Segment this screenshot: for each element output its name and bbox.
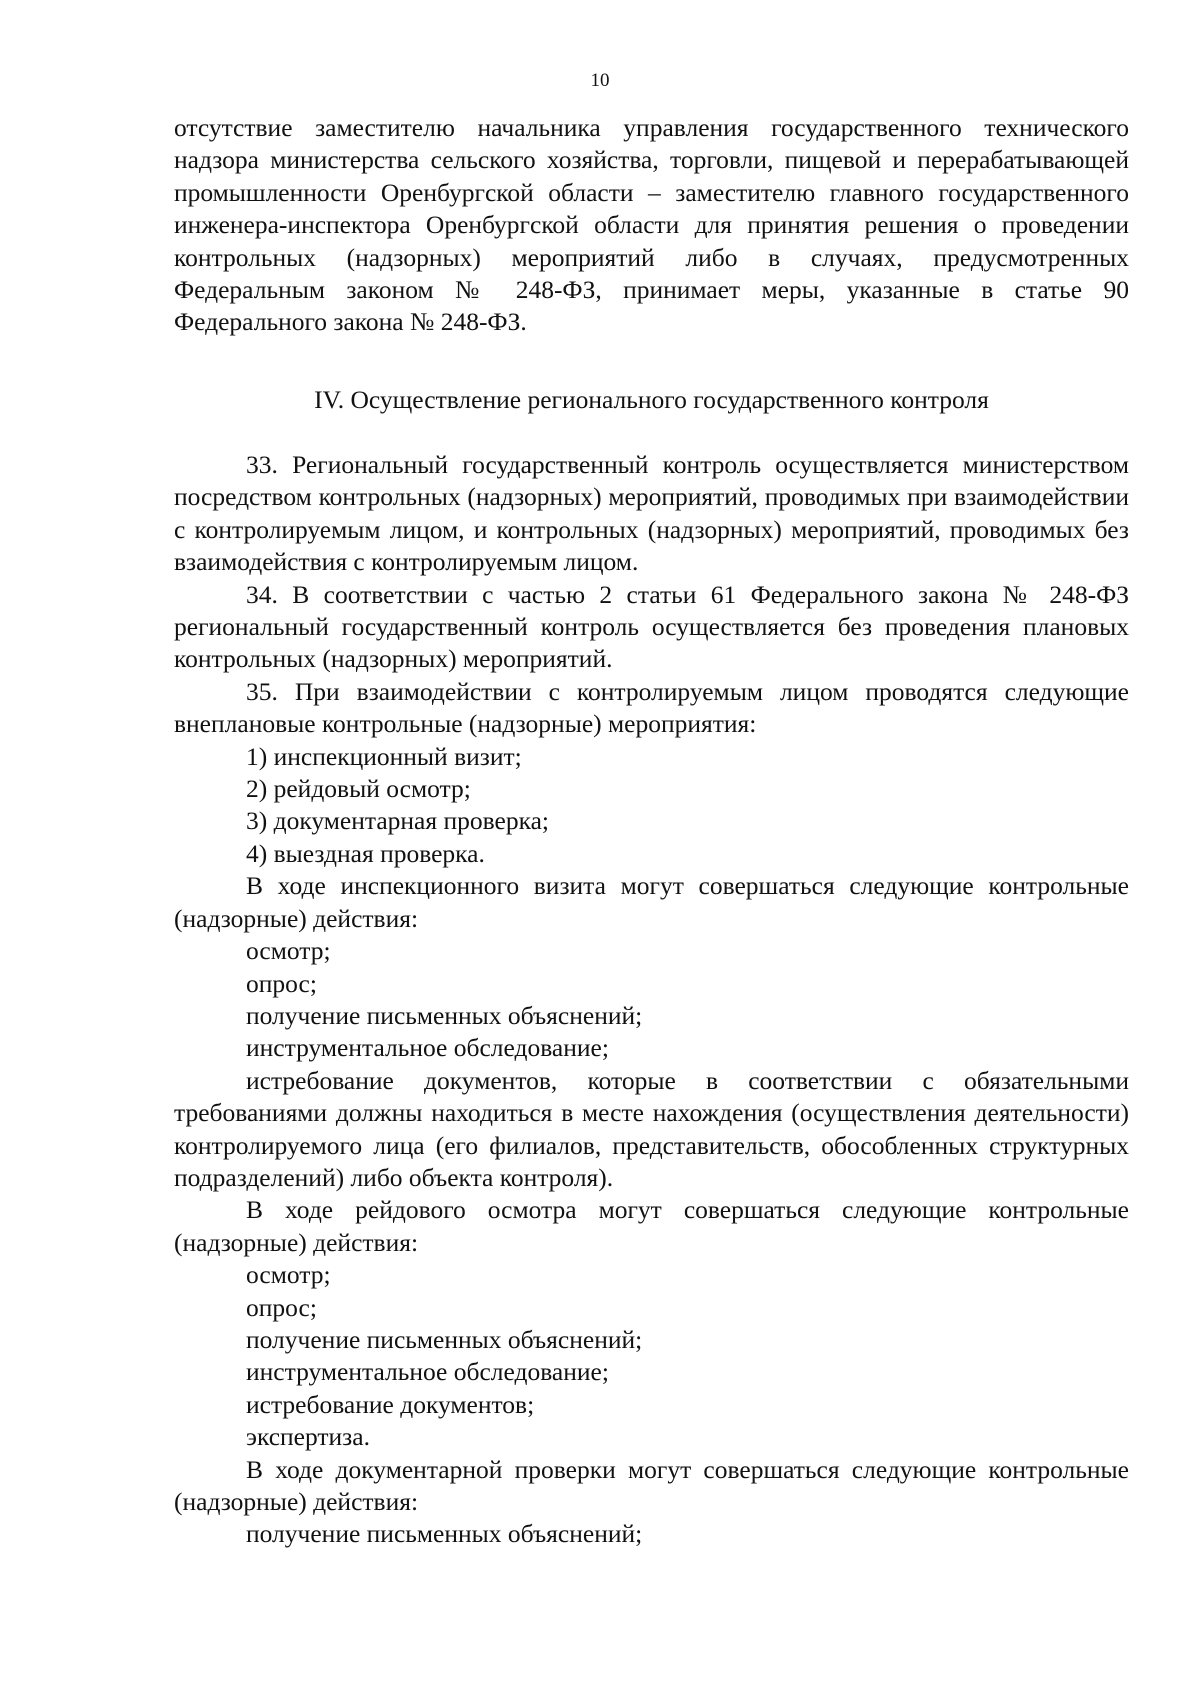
inspection-visit-action: инструментальное обследование; xyxy=(246,1033,609,1063)
event-type-item: 4) выездная проверка. xyxy=(246,838,485,868)
paragraph-35: 35. При взаимодействии с контролируемым лицом проводятся следующие внеплановые контрольные (надзорные) мероприятия: xyxy=(174,676,1129,739)
inspection-visit-action: осмотр; xyxy=(246,936,331,966)
inspection-visit-action: опрос; xyxy=(246,968,317,998)
raid-inspection-intro: В ходе рейдового осмотра могут совершаться следующие контрольные (надзорные) действия: xyxy=(174,1195,1129,1257)
inspection-visit-demand-documents: истребование документов, которые в соответствии с обязательными требованиями должны находиться в месте нахождения (осуществления деятельности) контролируемого лица (его филиалов, представительств, обособленных структурных подразделений) либо объекта контроля). xyxy=(174,1065,1129,1192)
inspection-visit-action: получение письменных объяснений; xyxy=(246,1000,643,1030)
raid-inspection-action: получение письменных объяснений; xyxy=(246,1324,643,1354)
event-type-item: 3) документарная проверка; xyxy=(246,806,549,836)
section-heading: IV. Осуществление регионального государственного контроля xyxy=(314,385,989,414)
raid-inspection-action: опрос; xyxy=(246,1292,317,1322)
page-number: 10 xyxy=(590,70,610,91)
documentary-check-intro: В ходе документарной проверки могут совершаться следующие контрольные (надзорные) действия: xyxy=(174,1454,1129,1516)
event-type-item: 1) инспекционный визит; xyxy=(246,741,522,771)
raid-inspection-action: инструментальное обследование; xyxy=(246,1357,609,1387)
documentary-check-action: получение письменных объяснений; xyxy=(246,1519,643,1549)
intro-paragraph: отсутствие заместителю начальника управления государственного технического надзора министерства сельского хозяйства, торговли, пищевой и перерабатывающей промышленности Оренбургской области – заместителю главного государственного инженера-инспектора Оренбургской области для принятия решения о проведении контрольных (надзорных) мероприятий либо в случаях, предусмотренных Федеральным законом № 248-ФЗ, принимает меры, указанные в статье 90 Федерального закона № 248-ФЗ. xyxy=(174,113,1129,337)
inspection-visit-intro: В ходе инспекционного визита могут совершаться следующие контрольные (надзорные) действия: xyxy=(174,871,1129,933)
raid-inspection-action: осмотр; xyxy=(246,1260,331,1290)
raid-inspection-action: экспертиза. xyxy=(246,1422,370,1452)
raid-inspection-action: истребование документов; xyxy=(246,1389,535,1419)
event-type-item: 2) рейдовый осмотр; xyxy=(246,774,471,804)
intro-block xyxy=(174,112,1129,339)
paragraph-34: 34. В соответствии с частью 2 статьи 61 Федерального закона № 248-ФЗ региональный государственный контроль осуществляется без проведения плановых контрольных (надзорных) мероприятий. xyxy=(174,579,1129,674)
paragraph-33: 33. Региональный государственный контроль осуществляется министерством посредством контрольных (надзорных) мероприятий, проводимых при взаимодействии с контролируемым лицом, и контрольных (надзорных) мероприятий, проводимых без взаимодействия с контролируемым лицом. xyxy=(174,450,1129,577)
main-text-block xyxy=(174,449,1129,1551)
